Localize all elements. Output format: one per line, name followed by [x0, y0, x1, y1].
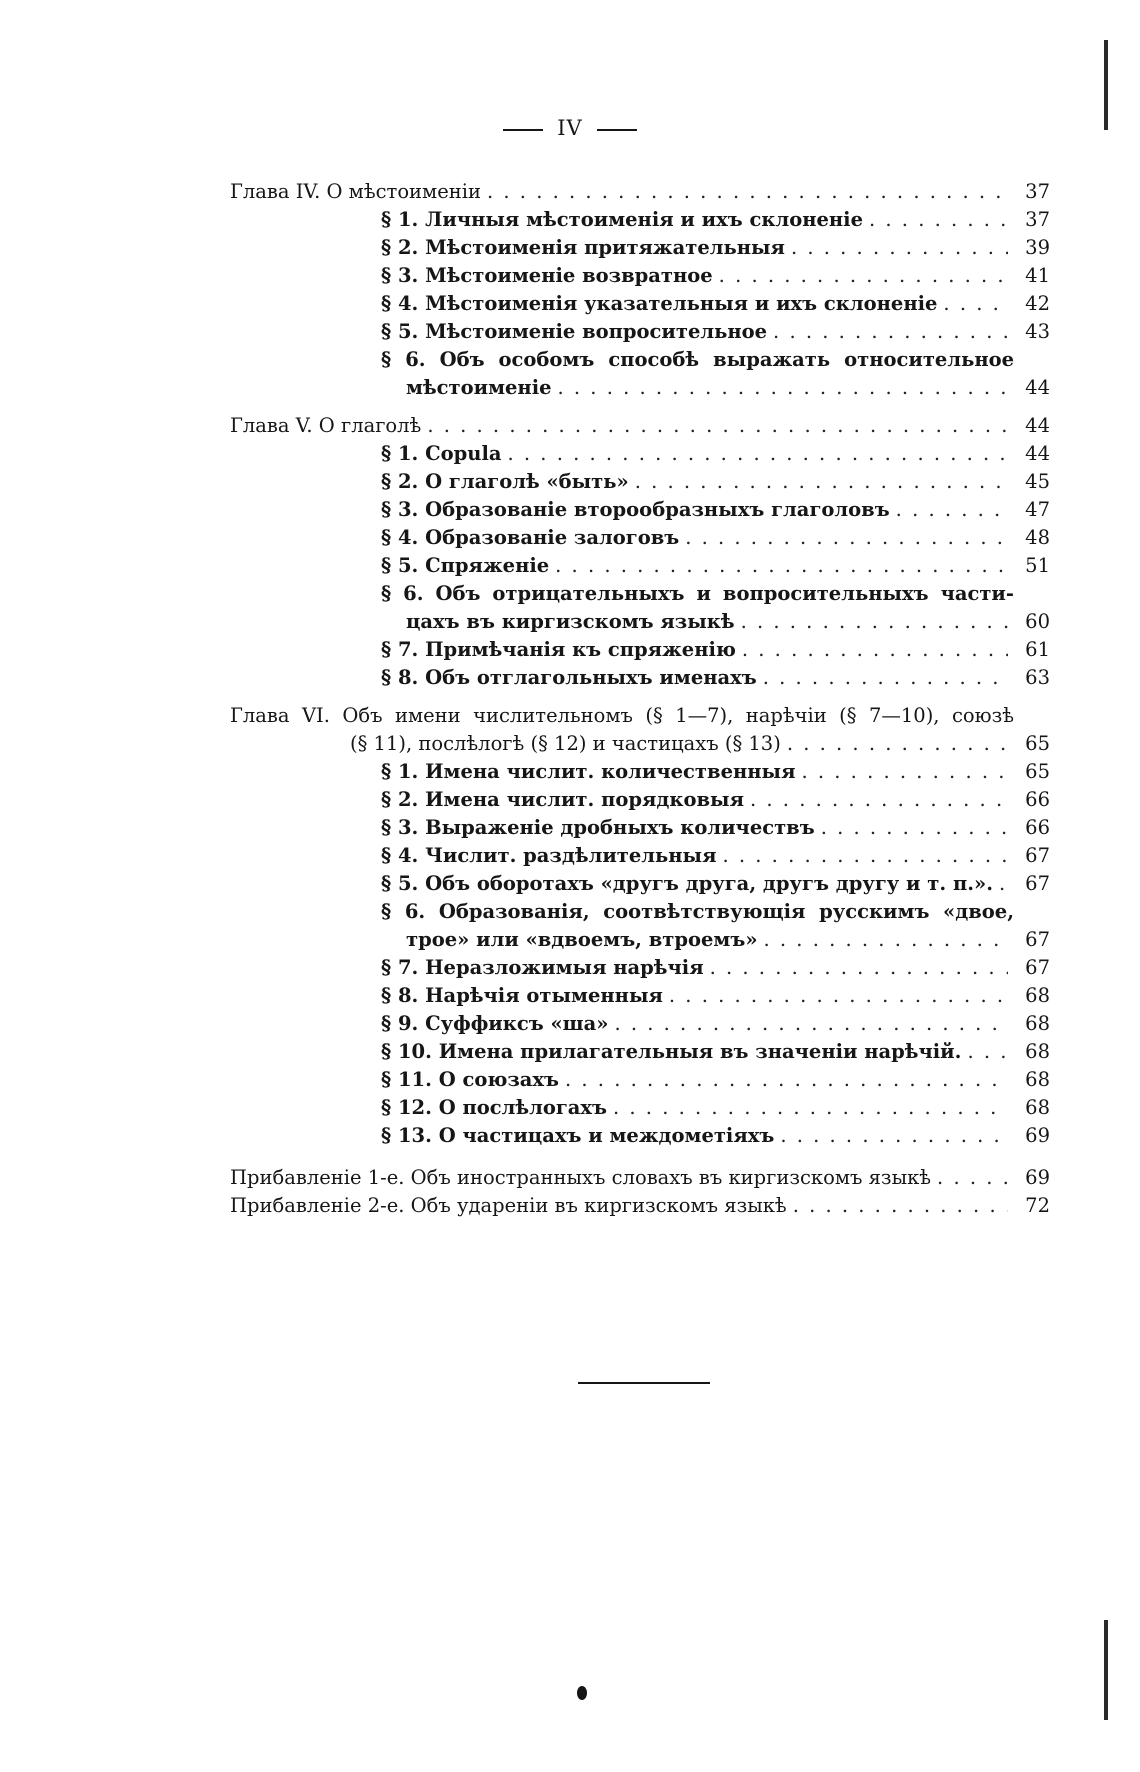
section-label-cont: цахъ въ киргизскомъ языкѣ: [406, 610, 735, 633]
page-ref: 72: [1025, 1194, 1050, 1217]
dot-leader: [763, 664, 1008, 692]
page-ref: 68: [1025, 1040, 1050, 1063]
dot-leader: [685, 524, 1008, 552]
section-label: § 2. О глаголѣ «быть»: [381, 470, 629, 493]
section-label: § 5. Объ оборотахъ «другъ друга, другъ другу и т. п.».: [381, 872, 993, 895]
section-label: § 3. Образованіе второобразныхъ глаголовъ: [381, 498, 890, 521]
dot-leader: [764, 926, 1008, 954]
page-ref: 51: [1025, 554, 1050, 577]
toc-section[interactable]: [230, 346, 1050, 374]
section-label: § 6. Образованія, соотвѣтствующія русскимъ «двое,: [381, 900, 1014, 923]
toc-chapter-4[interactable]: [230, 178, 1050, 206]
page-ref: 60: [1025, 610, 1050, 633]
section-label: § 10. Имена прилагательныя въ значеніи нарѣчій.: [381, 1040, 962, 1063]
toc-section[interactable]: [230, 758, 1050, 786]
toc-section[interactable]: [230, 870, 1050, 898]
dot-leader: [793, 1192, 1008, 1220]
page-ref: 47: [1025, 498, 1050, 521]
toc-section[interactable]: [230, 524, 1050, 552]
dot-leader: [773, 318, 1008, 346]
toc-section[interactable]: [230, 440, 1050, 468]
page-ref: 68: [1025, 1068, 1050, 1091]
page-ref: 41: [1025, 264, 1050, 287]
toc-section[interactable]: [230, 206, 1050, 234]
page-ref: 66: [1025, 788, 1050, 811]
dot-leader: [750, 786, 1008, 814]
toc-chapter-5[interactable]: [230, 412, 1050, 440]
toc-section[interactable]: [230, 234, 1050, 262]
page-ref: 68: [1025, 984, 1050, 1007]
section-label: § 5. Спряженіе: [381, 554, 550, 577]
toc-section-continuation[interactable]: [230, 926, 1050, 954]
toc-appendix-2[interactable]: [230, 1192, 1050, 1220]
toc-chapter-6[interactable]: [230, 702, 1050, 730]
dot-leader: [791, 234, 1008, 262]
toc-section[interactable]: [230, 1094, 1050, 1122]
section-label-cont: мѣстоименіе: [406, 376, 552, 399]
dot-leader: [635, 468, 1008, 496]
section-label: § 1. Имена числит. количественныя: [381, 760, 796, 783]
dot-leader: [719, 262, 1008, 290]
section-label: § 2. Имена числит. порядковыя: [381, 788, 744, 811]
dot-leader: [669, 982, 1008, 1010]
table-of-contents: [230, 178, 1050, 1220]
dot-leader: [427, 412, 1008, 440]
section-label: § 12. О послѣлогахъ: [381, 1096, 608, 1119]
toc-section[interactable]: [230, 1038, 1050, 1066]
appendix-label: Прибавленіе 1-е. Объ иностранныхъ словахъ въ киргизскомъ языкѣ: [230, 1166, 932, 1189]
page-ref: 65: [1025, 760, 1050, 783]
dot-leader: [710, 954, 1008, 982]
toc-section[interactable]: [230, 842, 1050, 870]
page-ref: 67: [1025, 956, 1050, 979]
dot-leader: [943, 290, 1008, 318]
toc-section[interactable]: [230, 1010, 1050, 1038]
dot-leader: [555, 552, 1008, 580]
page-ref: 69: [1025, 1166, 1050, 1189]
section-label: § 8. Объ отглагольныхъ именахъ: [381, 666, 757, 689]
page-ref: 39: [1025, 236, 1050, 259]
dot-leader: [787, 730, 1008, 758]
dot-leader: [780, 1122, 1008, 1150]
page-ref: 42: [1025, 292, 1050, 315]
section-label: § 3. Выраженіе дробныхъ количествъ: [381, 816, 815, 839]
chapter-title: Глава VI. Объ имени числительномъ (§ 1—7), нарѣчіи (§ 7—10), союзѣ: [230, 704, 1014, 727]
page-ref: 37: [1025, 180, 1050, 203]
section-label: § 11. О союзахъ: [381, 1068, 560, 1091]
dot-leader: [613, 1094, 1008, 1122]
toc-section[interactable]: [230, 468, 1050, 496]
dot-leader: [742, 636, 1008, 664]
section-label: § 1. Copula: [381, 442, 502, 465]
page-number: IV: [557, 116, 583, 140]
dot-leader: [614, 1010, 1008, 1038]
section-label: § 6. Объ особомъ способѣ выражать относительное: [381, 348, 1014, 371]
page-ref: 44: [1025, 442, 1050, 465]
section-label: § 9. Суффиксъ «ша»: [381, 1012, 609, 1035]
section-label: § 8. Нарѣчія отыменныя: [381, 984, 663, 1007]
dot-leader: [558, 374, 1008, 402]
toc-section[interactable]: [230, 262, 1050, 290]
page-ref: 65: [1025, 732, 1050, 755]
section-label: § 4. Мѣстоименія указательныя и ихъ склоненіе: [381, 292, 938, 315]
toc-section[interactable]: [230, 786, 1050, 814]
section-label: § 4. Образованіе залоговъ: [381, 526, 680, 549]
dot-leader: [937, 1164, 1008, 1192]
chapter-title: Глава V. О глаголѣ: [230, 414, 422, 437]
toc-section-continuation[interactable]: [230, 608, 1050, 636]
section-label: § 7. Неразложимыя нарѣчія: [381, 956, 704, 979]
toc-section[interactable]: [230, 898, 1050, 926]
page-ref: 67: [1025, 872, 1050, 895]
page-ref: 45: [1025, 470, 1050, 493]
dot-leader: [896, 496, 1008, 524]
dot-leader: [508, 440, 1008, 468]
ink-dot: [577, 1686, 587, 1700]
section-label: § 4. Числит. раздѣлительныя: [381, 844, 717, 867]
page-ref: 66: [1025, 816, 1050, 839]
section-label-cont: трое» или «вдвоемъ, втроемъ»: [406, 928, 758, 951]
page-ref: 37: [1025, 208, 1050, 231]
page-ref: 44: [1025, 376, 1050, 399]
page-ref: 63: [1025, 666, 1050, 689]
appendix-label: Прибавленіе 2-е. Объ удареніи въ киргизскомъ языкѣ: [230, 1194, 787, 1217]
toc-section[interactable]: [230, 1066, 1050, 1094]
dot-leader: [487, 178, 1008, 206]
page-ref: 67: [1025, 844, 1050, 867]
toc-section[interactable]: [230, 496, 1050, 524]
section-label: § 3. Мѣстоименіе возвратное: [381, 264, 713, 287]
toc-section-continuation[interactable]: [230, 374, 1050, 402]
toc-section[interactable]: [230, 954, 1050, 982]
dot-leader: [967, 1038, 1008, 1066]
dot-leader: [741, 608, 1008, 636]
page-ref: 43: [1025, 320, 1050, 343]
toc-section[interactable]: [230, 552, 1050, 580]
dot-leader: [801, 758, 1008, 786]
dot-leader: [565, 1066, 1008, 1094]
scan-edge-mark: [1104, 40, 1108, 130]
dot-leader: [821, 814, 1008, 842]
section-label: § 7. Примѣчанія къ спряженію: [381, 638, 736, 661]
page-ref: 68: [1025, 1012, 1050, 1035]
page-ref: 61: [1025, 638, 1050, 661]
dot-leader: [869, 206, 1008, 234]
toc-section[interactable]: [230, 636, 1050, 664]
section-label: § 1. Личныя мѣстоименія и ихъ склоненіе: [381, 208, 863, 231]
section-label: § 5. Мѣстоименіе вопросительное: [381, 320, 768, 343]
scan-edge-mark: [1104, 1620, 1108, 1720]
closing-rule: [578, 1382, 710, 1384]
toc-chapter-6-continuation[interactable]: [230, 730, 1050, 758]
section-label: § 2. Мѣстоименія притяжательныя: [381, 236, 785, 259]
toc-section[interactable]: [230, 982, 1050, 1010]
header-dash-right: [597, 129, 637, 131]
chapter-title: Глава IV. О мѣстоименіи: [230, 180, 481, 203]
toc-section[interactable]: [230, 290, 1050, 318]
toc-section[interactable]: [230, 814, 1050, 842]
page-header: [0, 116, 1140, 140]
section-label: § 13. О частицахъ и междометіяхъ: [381, 1124, 775, 1147]
page-ref: 48: [1025, 526, 1050, 549]
header-dash-left: [503, 129, 543, 131]
toc-section[interactable]: [230, 580, 1050, 608]
page-ref: 68: [1025, 1096, 1050, 1119]
toc-section[interactable]: [230, 664, 1050, 692]
toc-section[interactable]: [230, 1122, 1050, 1150]
page-ref: 69: [1025, 1124, 1050, 1147]
page-ref: 67: [1025, 928, 1050, 951]
dot-leader: [999, 870, 1008, 898]
dot-leader: [722, 842, 1008, 870]
page-ref: 44: [1025, 414, 1050, 437]
toc-section[interactable]: [230, 318, 1050, 346]
toc-appendix-1[interactable]: [230, 1164, 1050, 1192]
section-label: § 6. Объ отрицательныхъ и вопросительныхъ части-: [381, 582, 1014, 605]
chapter-title-cont: (§ 11), послѣлогѣ (§ 12) и частицахъ (§ 13): [350, 732, 781, 755]
